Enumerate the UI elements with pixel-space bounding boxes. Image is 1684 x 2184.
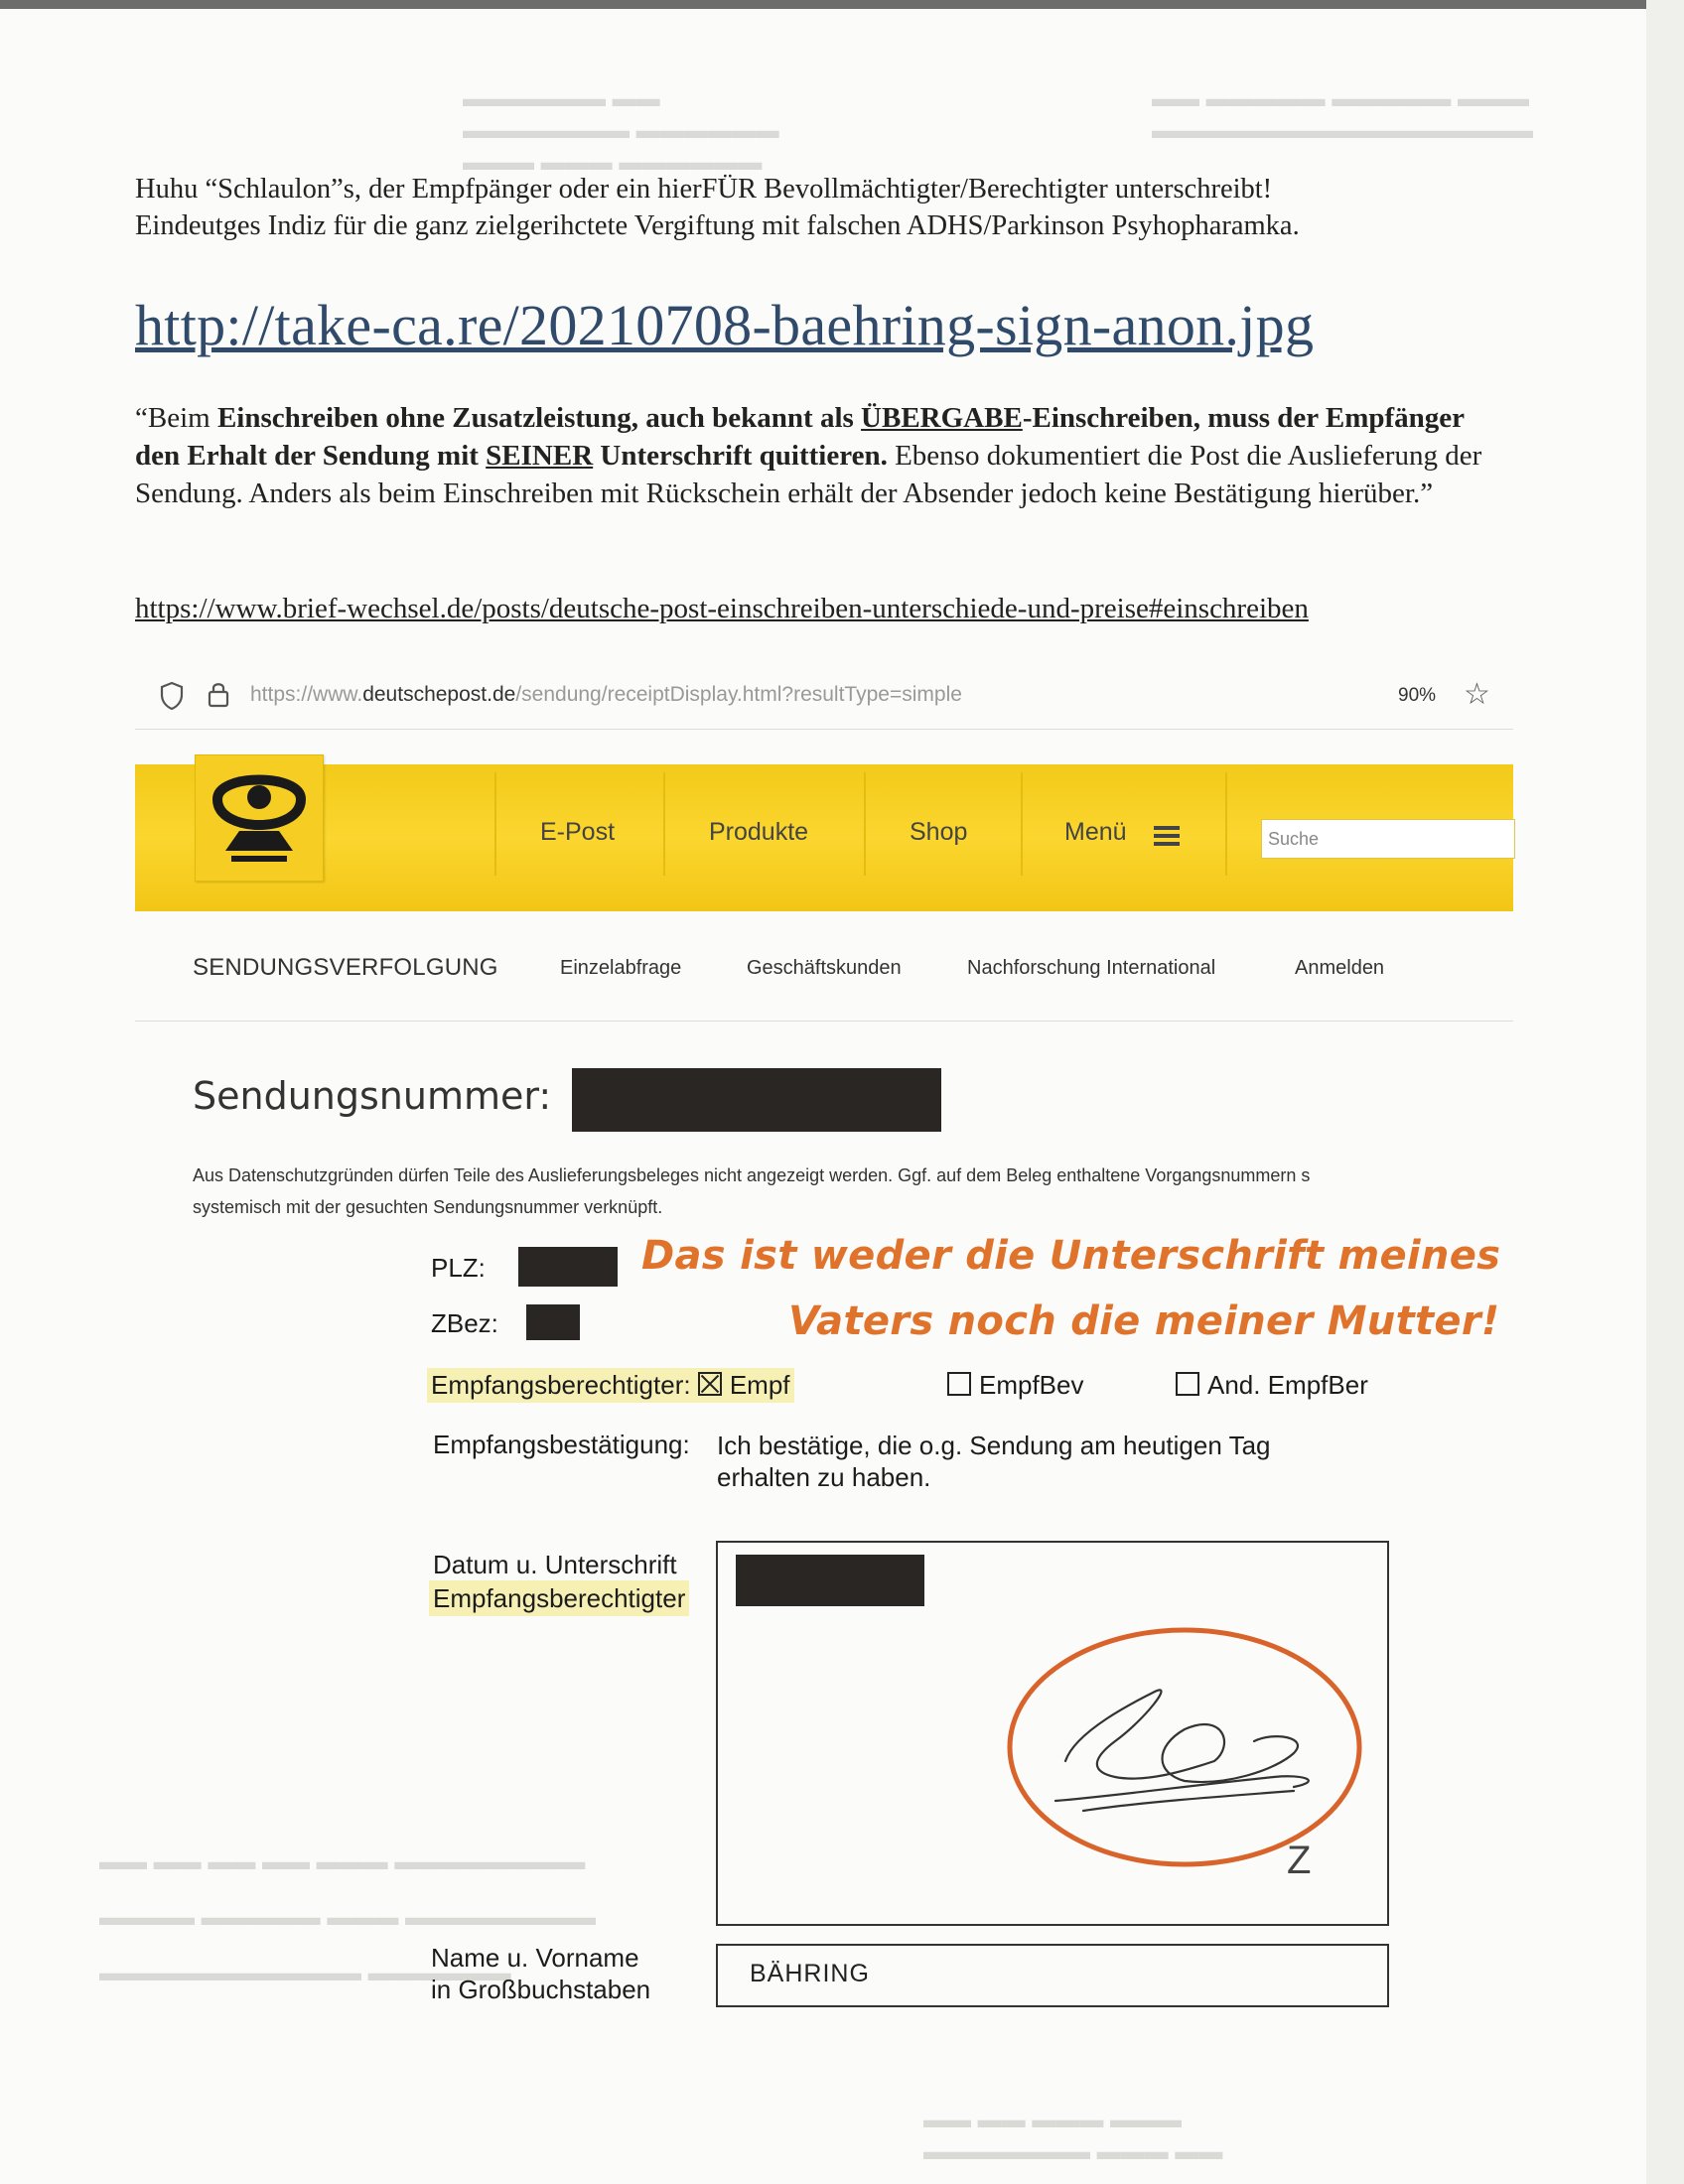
nav-divider (1021, 772, 1023, 876)
checkbox-empf[interactable] (698, 1372, 722, 1396)
hamburger-icon[interactable] (1154, 824, 1180, 853)
quote-text: “Beim (135, 402, 217, 434)
scan-edge (0, 0, 1684, 9)
sendungsnummer-label: Sendungsnummer: (193, 1074, 552, 1118)
bestaetigung-text (717, 1430, 1271, 1493)
plz-label: PLZ: (431, 1253, 486, 1283)
quote-underline: SEINER (486, 440, 594, 472)
zoom-level[interactable]: 90% (1398, 685, 1437, 706)
quote-underline: ÜBERGABE (861, 402, 1023, 434)
annotation-line-2: Vaters noch die meiner Mutter! (788, 1298, 1500, 1344)
redaction-bar (518, 1247, 618, 1287)
name-label (431, 1942, 650, 2005)
redaction-bar (526, 1304, 580, 1340)
datum-label-2: Empfangsberechtigter (429, 1580, 689, 1616)
name-value: BÄHRING (750, 1960, 870, 1987)
name-label-1: Name u. Vorname (431, 1943, 639, 1973)
datum-unterschrift-label (429, 1549, 689, 1616)
intro-line-1: Huhu “Schlaulon”s, der Empfpänger oder ein hierFÜR Bevollmächtigter/Berechtigter unterschreibt! (135, 174, 1273, 205)
privacy-line-2: systemisch mit der gesuchten Sendungsnummer verknüpft. (193, 1197, 663, 1217)
url-path: /sendung/receiptDisplay.html?resultType=simple (515, 683, 962, 706)
option-empfbev-label: EmpfBev (979, 1370, 1084, 1400)
search-input[interactable] (1262, 820, 1512, 858)
nav-shop[interactable]: Shop (910, 818, 968, 846)
redaction-bar (572, 1068, 941, 1132)
name-field (716, 1944, 1389, 2007)
privacy-notice (193, 1160, 1513, 1223)
nav-divider (494, 772, 496, 876)
quote-text: Ebenso dokumentiert die Post die Auslieferung der Sendung. Anders als beim Einschreiben mit Rückschein erhält der Absender jedoch keine Bestätigung hierüber.” (135, 440, 1482, 509)
bleed-through-block: ▬▬▬▬▬▬ ▬▬ ▬▬▬▬▬▬▬ ▬▬▬▬▬▬ ▬▬▬ ▬▬▬ ▬▬▬▬▬▬ (463, 85, 779, 176)
intro-text (135, 171, 1525, 244)
bleed-through-block: ▬▬ ▬▬▬▬▬ ▬▬▬▬▬ ▬▬▬ ▬▬▬▬▬▬▬▬▬▬▬▬▬▬▬▬ (1152, 85, 1533, 144)
nav-divider (864, 772, 866, 876)
source-url-link[interactable]: https://www.brief-wechsel.de/posts/deutsche-post-einschreiben-unterschiede-und-preise#einschreiben (135, 593, 1309, 624)
subnav-geschaeftskunden[interactable]: Geschäftskunden (747, 957, 902, 979)
nav-menu[interactable]: Menü (1064, 818, 1127, 846)
subnav-title[interactable]: SENDUNGSVERFOLGUNG (193, 954, 498, 981)
nav-epost[interactable]: E-Post (540, 818, 616, 846)
site-header (135, 764, 1513, 911)
bestaetigung-label: Empfangsbestätigung: (433, 1430, 690, 1459)
option-and-empfber-label: And. EmpfBer (1207, 1370, 1368, 1400)
url-prefix: https://www. (250, 683, 363, 706)
bestaetigung-line-1: Ich bestätige, die o.g. Sendung am heutigen Tag (717, 1431, 1271, 1460)
nav-divider (1225, 772, 1227, 876)
checkbox-and-empfber[interactable] (1176, 1372, 1199, 1396)
nav-divider (663, 772, 665, 876)
annotation-line-1: Das ist weder die Unterschrift meines (641, 1233, 1501, 1279)
sub-navigation (135, 947, 1513, 1022)
lock-icon (207, 679, 230, 714)
quote-bold-text: Unterschrift quittieren. (593, 440, 888, 472)
star-icon[interactable]: ☆ (1464, 678, 1490, 711)
quote-bold-text: -Einschreiben, muss der Empfänger den Erhalt der Sendung mit (135, 402, 1465, 472)
nav-produkte[interactable]: Produkte (709, 818, 809, 846)
intro-line-2: Eindeutges Indiz für die ganz zielgerihctete Vergiftung mit falschen ADHS/Parkinson Psyhopharamka. (135, 210, 1300, 241)
url-domain: deutschepost.de (362, 683, 516, 706)
option-and-empfber (1176, 1370, 1368, 1401)
checkbox-empfbev[interactable] (947, 1372, 971, 1396)
bestaetigung-line-2: erhalten zu haben. (717, 1462, 931, 1492)
subnav-anmelden[interactable]: Anmelden (1295, 957, 1385, 979)
search-field (1261, 819, 1515, 859)
subnav-nachforschung[interactable]: Nachforschung International (967, 957, 1216, 979)
option-empf-label: Empf (729, 1370, 790, 1400)
image-url-link[interactable]: http://take-ca.re/20210708-baehring-sign-anon.jpg (135, 293, 1315, 357)
posthorn-icon[interactable] (195, 754, 324, 882)
bleed-through-block: ▬▬ ▬▬ ▬▬ ▬▬ ▬▬▬ ▬▬▬▬▬▬▬▬ ▬▬▬▬ ▬▬▬▬▬ ▬▬▬ ▬▬▬▬▬▬▬▬ ▬▬▬▬▬▬▬▬▬▬▬ ▬▬▬▬▬▬ (99, 1848, 597, 1986)
scan-edge-right (1646, 0, 1684, 2184)
zbez-label: ZBez: (431, 1308, 498, 1338)
option-empfbev (947, 1370, 1084, 1401)
address-url[interactable] (250, 683, 962, 707)
browser-address-bar (135, 667, 1513, 730)
subnav-einzelabfrage[interactable]: Einzelabfrage (560, 957, 682, 979)
privacy-line-1: Aus Datenschutzgründen dürfen Teile des Auslieferungsbeleges nicht angezeigt werden. Ggf. auf dem Beleg enthaltene Vorgangsnummern s (193, 1165, 1311, 1185)
quote-paragraph (135, 399, 1515, 512)
signature-mark: Z (1287, 1839, 1312, 1882)
name-label-2: in Großbuchstaben (431, 1975, 651, 2004)
empfangsberechtigter-text: Empfangsberechtigter: (431, 1370, 691, 1400)
shield-icon[interactable] (159, 681, 185, 716)
bleed-through-block: ▬▬ ▬▬ ▬▬▬ ▬▬▬ ▬▬▬▬▬▬▬ ▬▬▬ ▬▬ (923, 2107, 1223, 2165)
empfangsberechtigter-label (427, 1368, 794, 1403)
quote-bold-text: Einschreiben ohne Zusatzleistung, auch bekannt als (216, 402, 862, 434)
datum-label-1: Datum u. Unterschrift (433, 1550, 677, 1579)
